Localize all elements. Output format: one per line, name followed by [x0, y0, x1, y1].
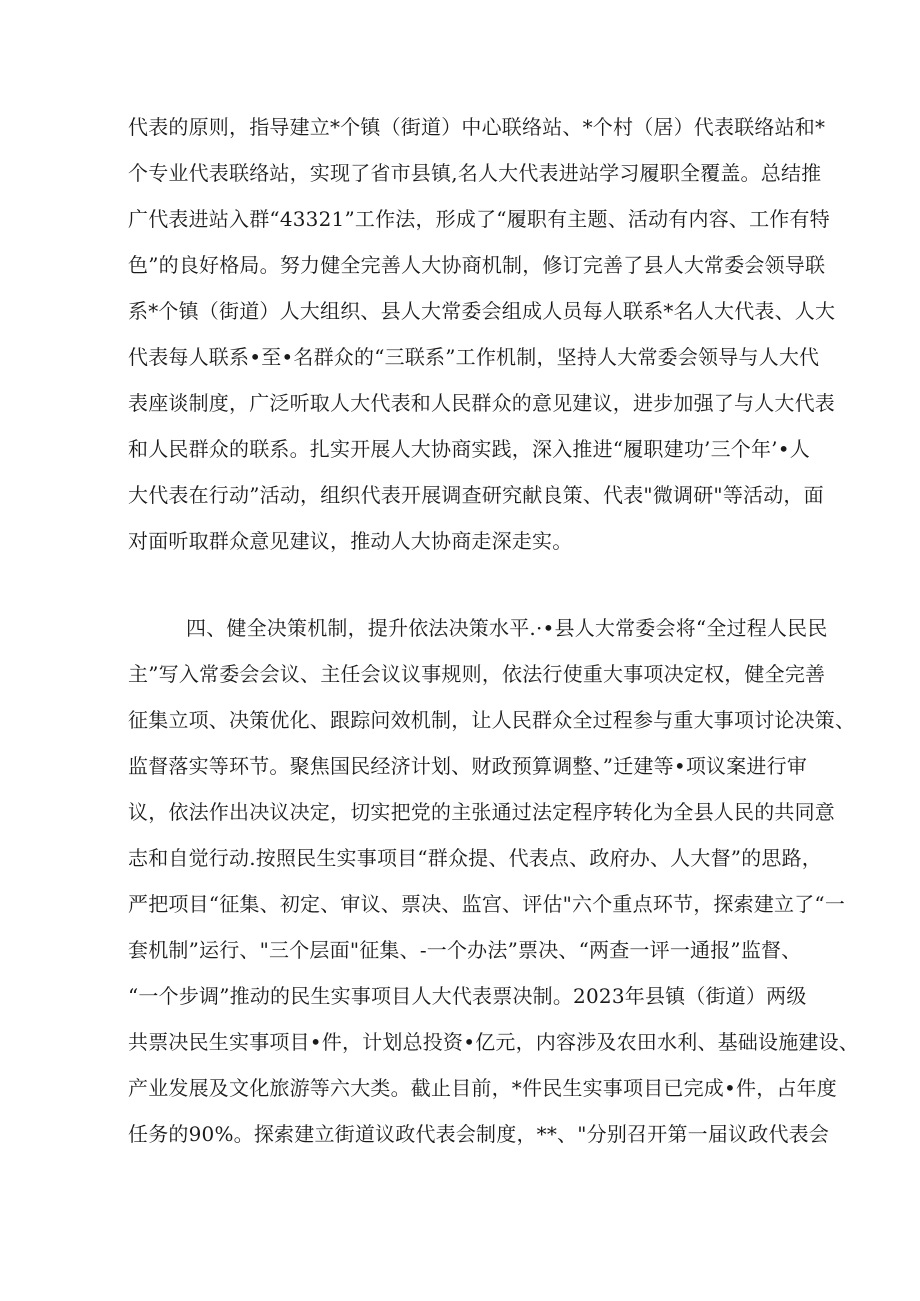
text-line: 表座谈制度，广泛听取人大代表和人民群众的意见建议，进步加强了与人大代表	[128, 391, 835, 415]
text-line: 对面听取群众意见建议，推动人大协商走深走实。	[128, 529, 573, 553]
text-line: 严把项目“征集、初定、审议、票决、监宫、评估"六个重点环节，探索建立了“一	[128, 892, 846, 916]
text-line: “一个步调”推动的民生实事项目人大代表票决制。2023年县镇（街道）两级	[128, 984, 807, 1008]
text-line: 代表的原则，指导建立*个镇（街道）中心联络站、*个村（居）代表联络站和*	[128, 115, 826, 139]
text-line: 大代表在行动”活动，组织代表开展调查研究献良策、代表"微调研"等活动，面	[128, 483, 824, 507]
paragraph-2	[128, 605, 859, 1157]
text-line: 共票决民生实事项目•件，计划总投资•亿元，内容涉及农田水利、基础设施建设、	[128, 1030, 859, 1054]
text-line: 色”的良好格局。努力健全完善人大协商机制，修订完善了县人大常委会领导联	[128, 253, 826, 277]
text-line: 四、健全决策机制，提升依法决策水平.·•县人大常委会将“全过程人民民	[186, 616, 828, 640]
text-line: 志和自觉行动.按照民生实事项目“群众提、代表点、政府办、人大督”的思路，	[128, 846, 823, 870]
text-line: 征集立项、决策优化、跟踪问效机制，让人民群众全过程参与重大事项讨论决策、	[128, 708, 856, 732]
paragraph-1	[128, 104, 836, 564]
text-line: 系*个镇（街道）人大组织、县人大常委会组成人员每人联系*名人大代表、人大	[128, 299, 836, 323]
text-line: 个专业代表联络站，实现了省市县镇,名人大代表进站学习履职全覆盖。总结推	[128, 161, 822, 185]
text-line: 套机制”运行、"三个层面"征集、-一个办法”票决、“两查一评一通报”监督、	[128, 938, 802, 962]
text-line: 任务的90%。探索建立街道议政代表会制度，**、"分别召开第一届议政代表会	[128, 1122, 830, 1146]
text-line: 产业发展及文化旅游等六大类。截止目前，*件民生实事项目已完成•件，占年度	[128, 1076, 837, 1100]
text-line: 主”写入常委会会议、主任会议议事规则，依法行使重大事项决定权，健全完善	[128, 662, 826, 686]
text-line: 议，依法作出决议决定，切实把党的主张通过法定程序转化为全县人民的共同意	[128, 800, 835, 824]
text-line: 和人民群众的联系。扎实开展人大协商实践，深入推进“履职建功’三个年’•人	[128, 437, 810, 461]
text-line: 广代表进站入群“43321”工作法，形成了“履职有主题、活动有内容、工作有特	[128, 207, 830, 231]
text-line: 监督落实等环节。聚焦国民经济计划、财政预算调整、”迁建等•项议案进行审	[128, 754, 808, 778]
text-line: 代表每人联系•至•名群众的“三联系”工作机制，坚持人大常委会领导与人大代	[128, 345, 820, 369]
